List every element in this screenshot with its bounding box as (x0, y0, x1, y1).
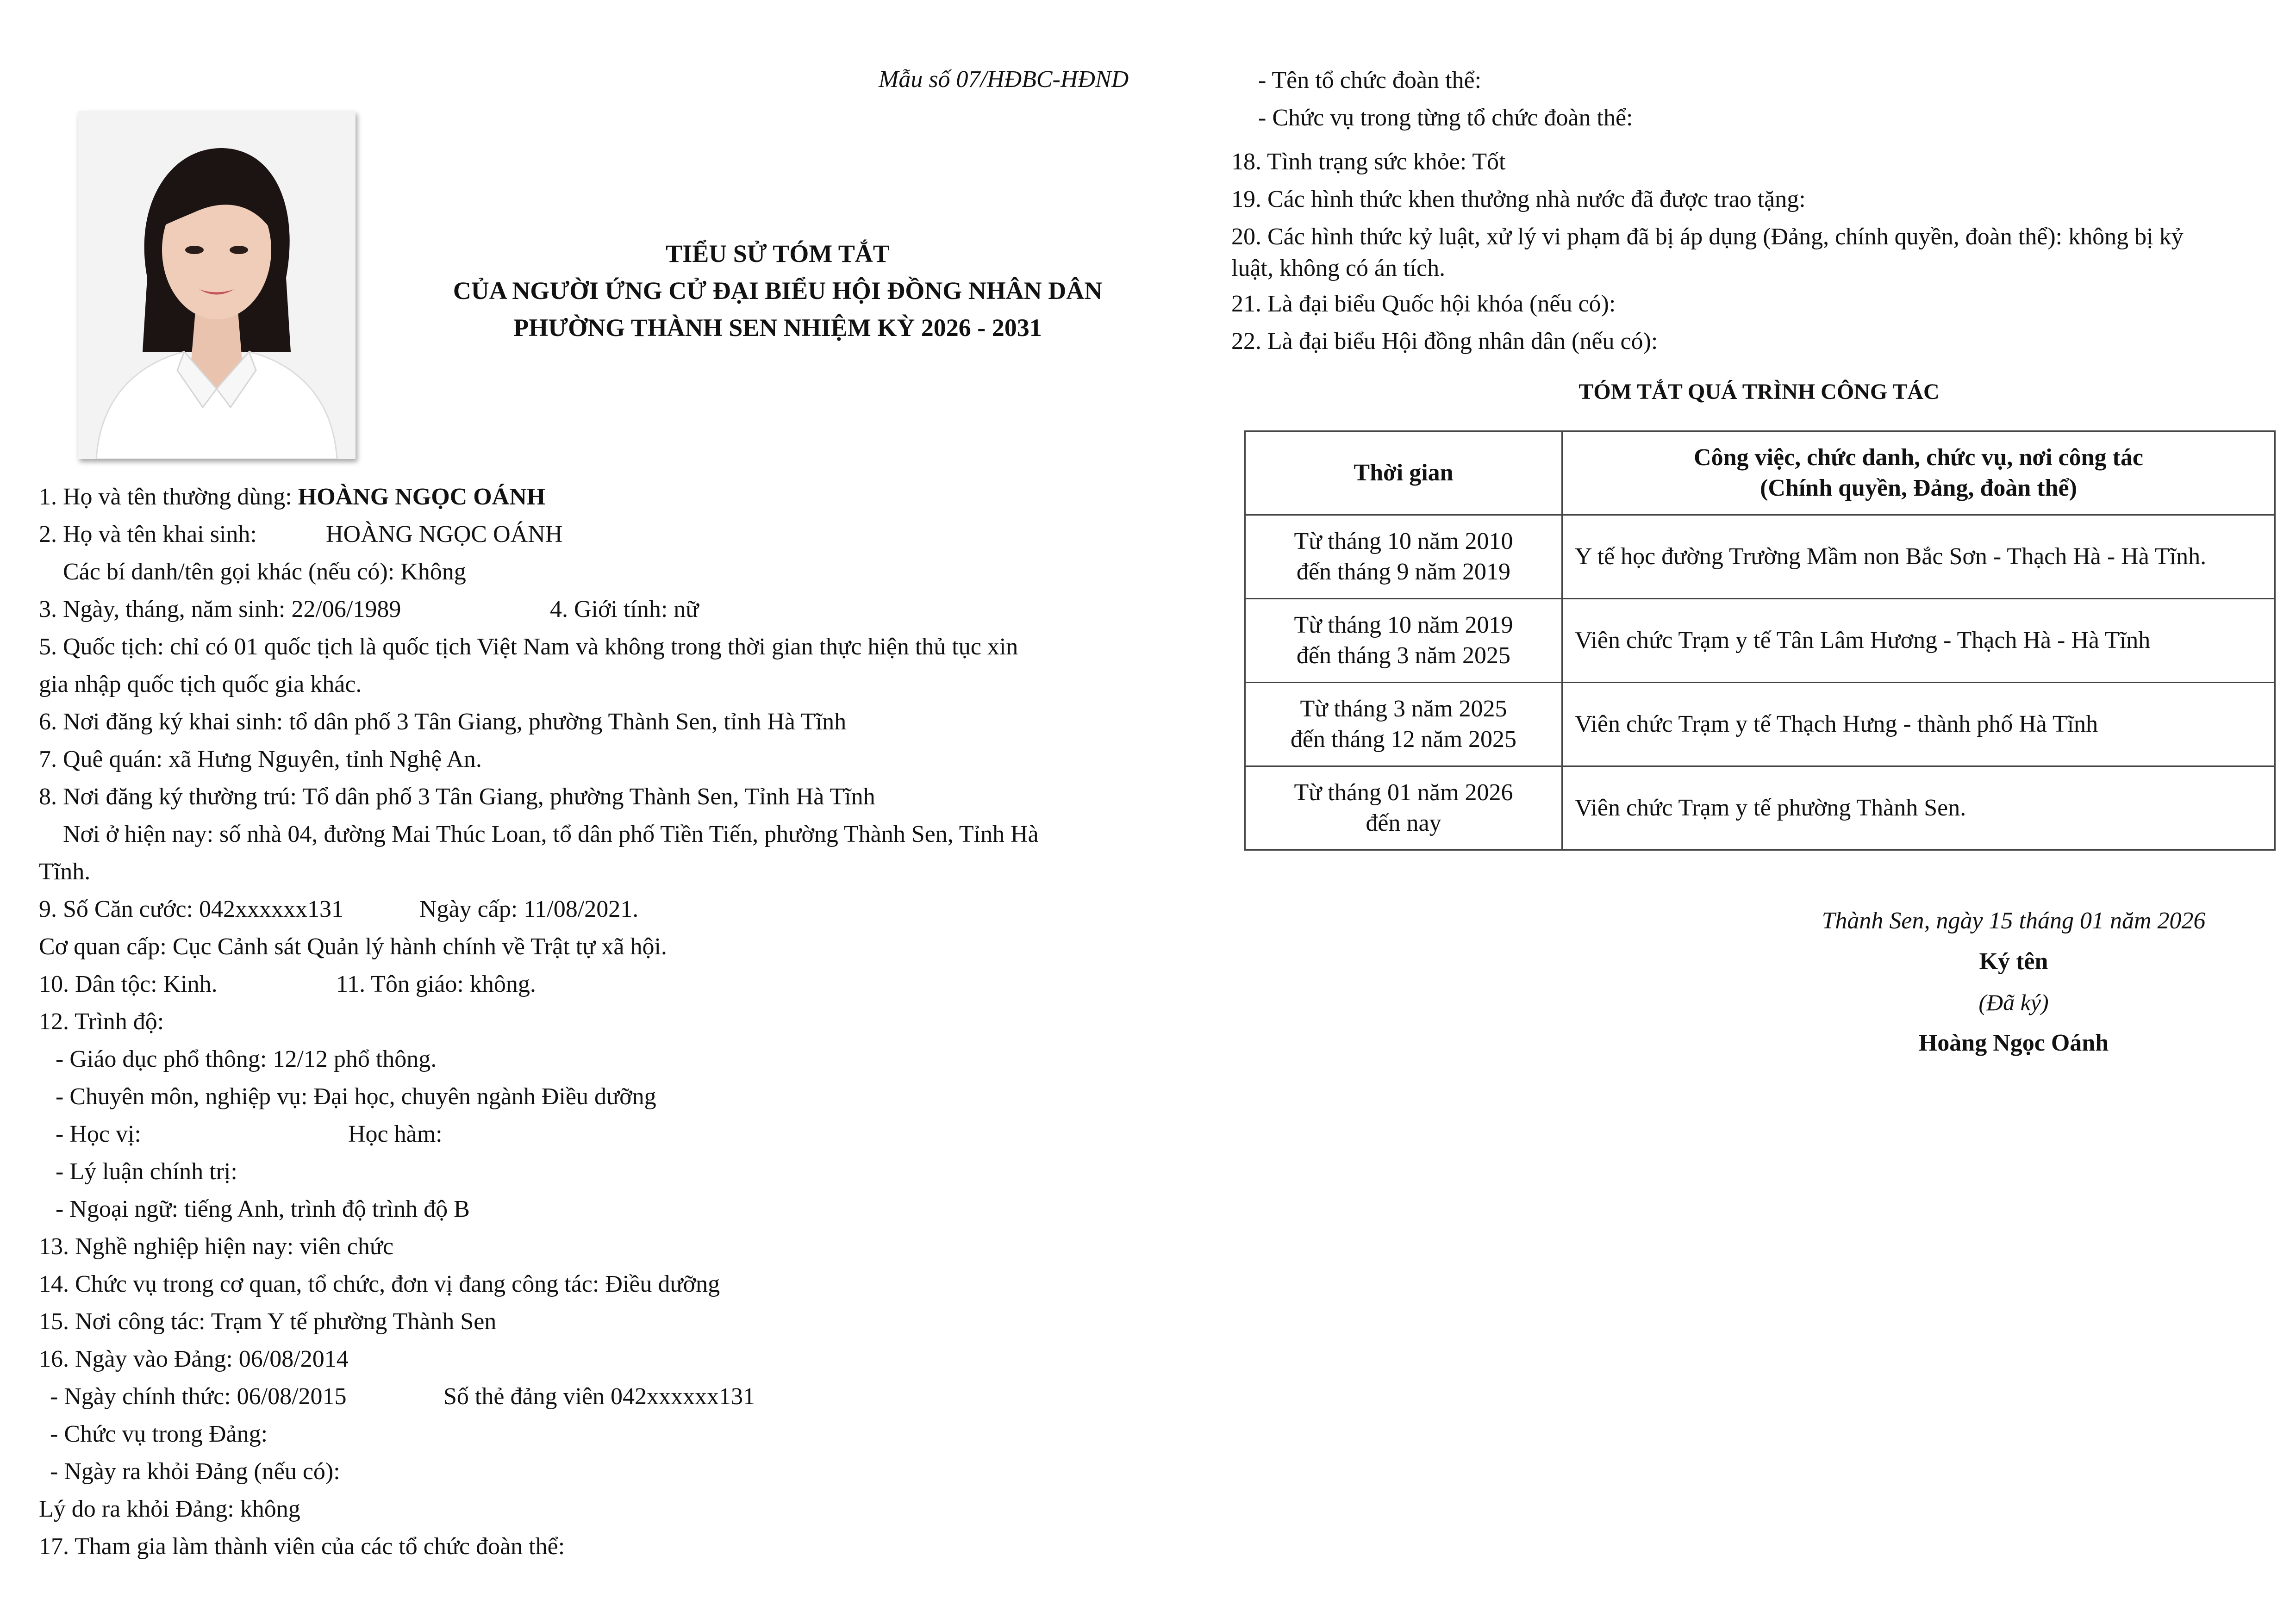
field-id-issue-date: Ngày cấp: 11/08/2021. (419, 896, 639, 922)
time-start: Từ tháng 10 năm 2010 (1294, 528, 1513, 554)
time-start: Từ tháng 10 năm 2019 (1294, 612, 1513, 638)
document-title-line-3: PHƯỜNG THÀNH SEN NHIỆM KỲ 2026 - 2031 (513, 314, 1042, 342)
field-foreign-language: - Ngoại ngữ: tiếng Anh, trình độ trình độ B (56, 1196, 470, 1222)
field-birth-registration: 6. Nơi đăng ký khai sinh: tổ dân phố 3 Tân Giang, phường Thành Sen, tỉnh Hà Tĩnh (39, 709, 847, 735)
description-cell: Viên chức Trạm y tế phường Thành Sen. (1562, 766, 2275, 850)
column-header-description-line-1: Công việc, chức danh, chức vụ, nơi công tác (1694, 444, 2143, 471)
table-row (1245, 766, 2275, 850)
field-nationality-line-2: gia nhập quốc tịch quốc gia khác. (39, 671, 362, 697)
field-religion: 11. Tôn giáo: không. (336, 971, 536, 997)
signer-name: Hoàng Ngọc Oánh (1918, 1030, 2109, 1056)
field-workplace: 15. Nơi công tác: Trạm Y tế phường Thành Sen (39, 1308, 497, 1335)
field-general-education: - Giáo dục phổ thông: 12/12 phổ thông. (56, 1046, 437, 1072)
field-current-residence-line-1: Nơi ở hiện nay: số nhà 04, đường Mai Thúc Loan, tổ dân phố Tiền Tiến, phường Thành Sen, Tỉnh Hà (63, 821, 1039, 847)
time-end: đến tháng 9 năm 2019 (1296, 559, 1511, 585)
field-id-number: 9. Số Căn cước: 042xxxxxx131 (39, 896, 343, 922)
time-cell (1245, 515, 1562, 599)
field-organizations: 17. Tham gia làm thành viên của các tổ chức đoàn thể: (39, 1533, 565, 1560)
description-cell: Viên chức Trạm y tế Thạch Hưng - thành phố Hà Tĩnh (1562, 683, 2275, 766)
field-health: 18. Tình trạng sức khỏe: Tốt (1231, 149, 1506, 175)
field-organization-name: - Tên tổ chức đoàn thể: (1258, 67, 1482, 93)
sign-label: Ký tên (1979, 948, 2048, 975)
field-party-leave-reason: Lý do ra khỏi Đảng: không (39, 1496, 300, 1522)
field-party-card-number: Số thẻ đảng viên 042xxxxxx131 (443, 1383, 755, 1410)
portrait-photo (78, 111, 356, 459)
field-permanent-residence: 8. Nơi đăng ký thường trú: Tổ dân phố 3 Tân Giang, phường Thành Sen, Tỉnh Hà Tĩnh (39, 784, 875, 810)
field-discipline-line-1: 20. Các hình thức kỷ luật, xử lý vi phạm đã bị áp dụng (Đảng, chính quyền, đoàn thể): không bị kỷ (1231, 224, 2184, 250)
time-start: Từ tháng 3 năm 2025 (1300, 696, 1507, 722)
field-party-official-date: - Ngày chính thức: 06/08/2015 (50, 1383, 347, 1410)
field-alias: Các bí danh/tên gọi khác (nếu có): Không (63, 559, 466, 585)
table-row (1245, 683, 2275, 766)
time-cell (1245, 683, 1562, 766)
field-label: 1. Họ và tên thường dùng: (39, 484, 298, 510)
sign-place-date: Thành Sen, ngày 15 tháng 01 năm 2026 (1822, 908, 2206, 934)
portrait-image (78, 111, 356, 459)
time-cell (1245, 766, 1562, 850)
field-gender: 4. Giới tính: nữ (550, 596, 699, 622)
time-start: Từ tháng 01 năm 2026 (1294, 779, 1513, 806)
field-id-issuing-agency: Cơ quan cấp: Cục Cảnh sát Quản lý hành chính về Trật tự xã hội. (39, 933, 667, 960)
field-academic-degree: - Học vị: (56, 1121, 141, 1147)
field-position: 14. Chức vụ trong cơ quan, tổ chức, đơn vị đang công tác: Điều dưỡng (39, 1271, 720, 1297)
field-birth-date: 3. Ngày, tháng, năm sinh: 22/06/1989 (39, 596, 401, 622)
column-header-description (1562, 431, 2275, 515)
table-row (1245, 599, 2275, 683)
table-row (1245, 515, 2275, 599)
document-title-line-2: CỦA NGƯỜI ỨNG CỬ ĐẠI BIỂU HỘI ĐỒNG NHÂN DÂN (453, 277, 1103, 305)
time-cell (1245, 599, 1562, 683)
time-end: đến nay (1366, 810, 1441, 836)
work-history-title: TÓM TẮT QUÁ TRÌNH CÔNG TÁC (1578, 380, 1940, 404)
field-organization-position: - Chức vụ trong từng tổ chức đoàn thể: (1258, 105, 1633, 131)
table-header-row (1245, 431, 2275, 515)
field-education-heading: 12. Trình độ: (39, 1008, 164, 1035)
field-birth-name-value: HOÀNG NGỌC OÁNH (326, 521, 563, 548)
field-occupation: 13. Nghề nghiệp hiện nay: viên chức (39, 1233, 394, 1260)
field-peoples-council: 22. Là đại biểu Hội đồng nhân dân (nếu có): (1231, 328, 1658, 355)
field-common-name (39, 482, 545, 512)
field-political-theory: - Lý luận chính trị: (56, 1158, 237, 1185)
field-ethnicity: 10. Dân tộc: Kinh. (39, 971, 218, 997)
time-end: đến tháng 3 năm 2025 (1296, 642, 1511, 669)
field-nationality-line-1: 5. Quốc tịch: chỉ có 01 quốc tịch là quốc tịch Việt Nam và không trong thời gian thực hiện thủ tục xin (39, 634, 1018, 660)
field-awards: 19. Các hình thức khen thưởng nhà nước đã được trao tặng: (1231, 186, 1806, 212)
time-end: đến tháng 12 năm 2025 (1290, 726, 1517, 753)
sign-status: (Đã ký) (1978, 989, 2049, 1015)
work-history-table (1244, 430, 2276, 851)
field-academic-title: Học hàm: (348, 1121, 443, 1147)
description-cell: Viên chức Trạm y tế Tân Lâm Hương - Thạch Hà - Hà Tĩnh (1562, 599, 2275, 683)
column-header-time: Thời gian (1245, 431, 1562, 515)
column-header-description-line-2: (Chính quyền, Đảng, đoàn thể) (1760, 475, 2077, 501)
form-code: Mẫu số 07/HĐBC-HĐND (879, 66, 1129, 93)
field-hometown: 7. Quê quán: xã Hưng Nguyên, tỉnh Nghệ An. (39, 746, 482, 772)
description-cell: Y tế học đường Trường Mầm non Bắc Sơn - Thạch Hà - Hà Tĩnh. (1562, 515, 2275, 599)
field-national-assembly: 21. Là đại biểu Quốc hội khóa (nếu có): (1231, 291, 1616, 317)
field-specialization: - Chuyên môn, nghiệp vụ: Đại học, chuyên ngành Điều dưỡng (56, 1083, 656, 1110)
document-title-line-1: TIỂU SỬ TÓM TẮT (666, 240, 890, 268)
field-party-join-date: 16. Ngày vào Đảng: 06/08/2014 (39, 1346, 349, 1372)
field-party-position: - Chức vụ trong Đảng: (50, 1421, 268, 1447)
field-party-leave-date: - Ngày ra khỏi Đảng (nếu có): (50, 1458, 340, 1485)
full-name-bold: HOÀNG NGỌC OÁNH (298, 484, 546, 510)
field-birth-name-label: 2. Họ và tên khai sinh: (39, 521, 257, 548)
field-current-residence-line-2: Tĩnh. (39, 859, 91, 885)
field-discipline-line-2: luật, không có án tích. (1231, 255, 1446, 281)
